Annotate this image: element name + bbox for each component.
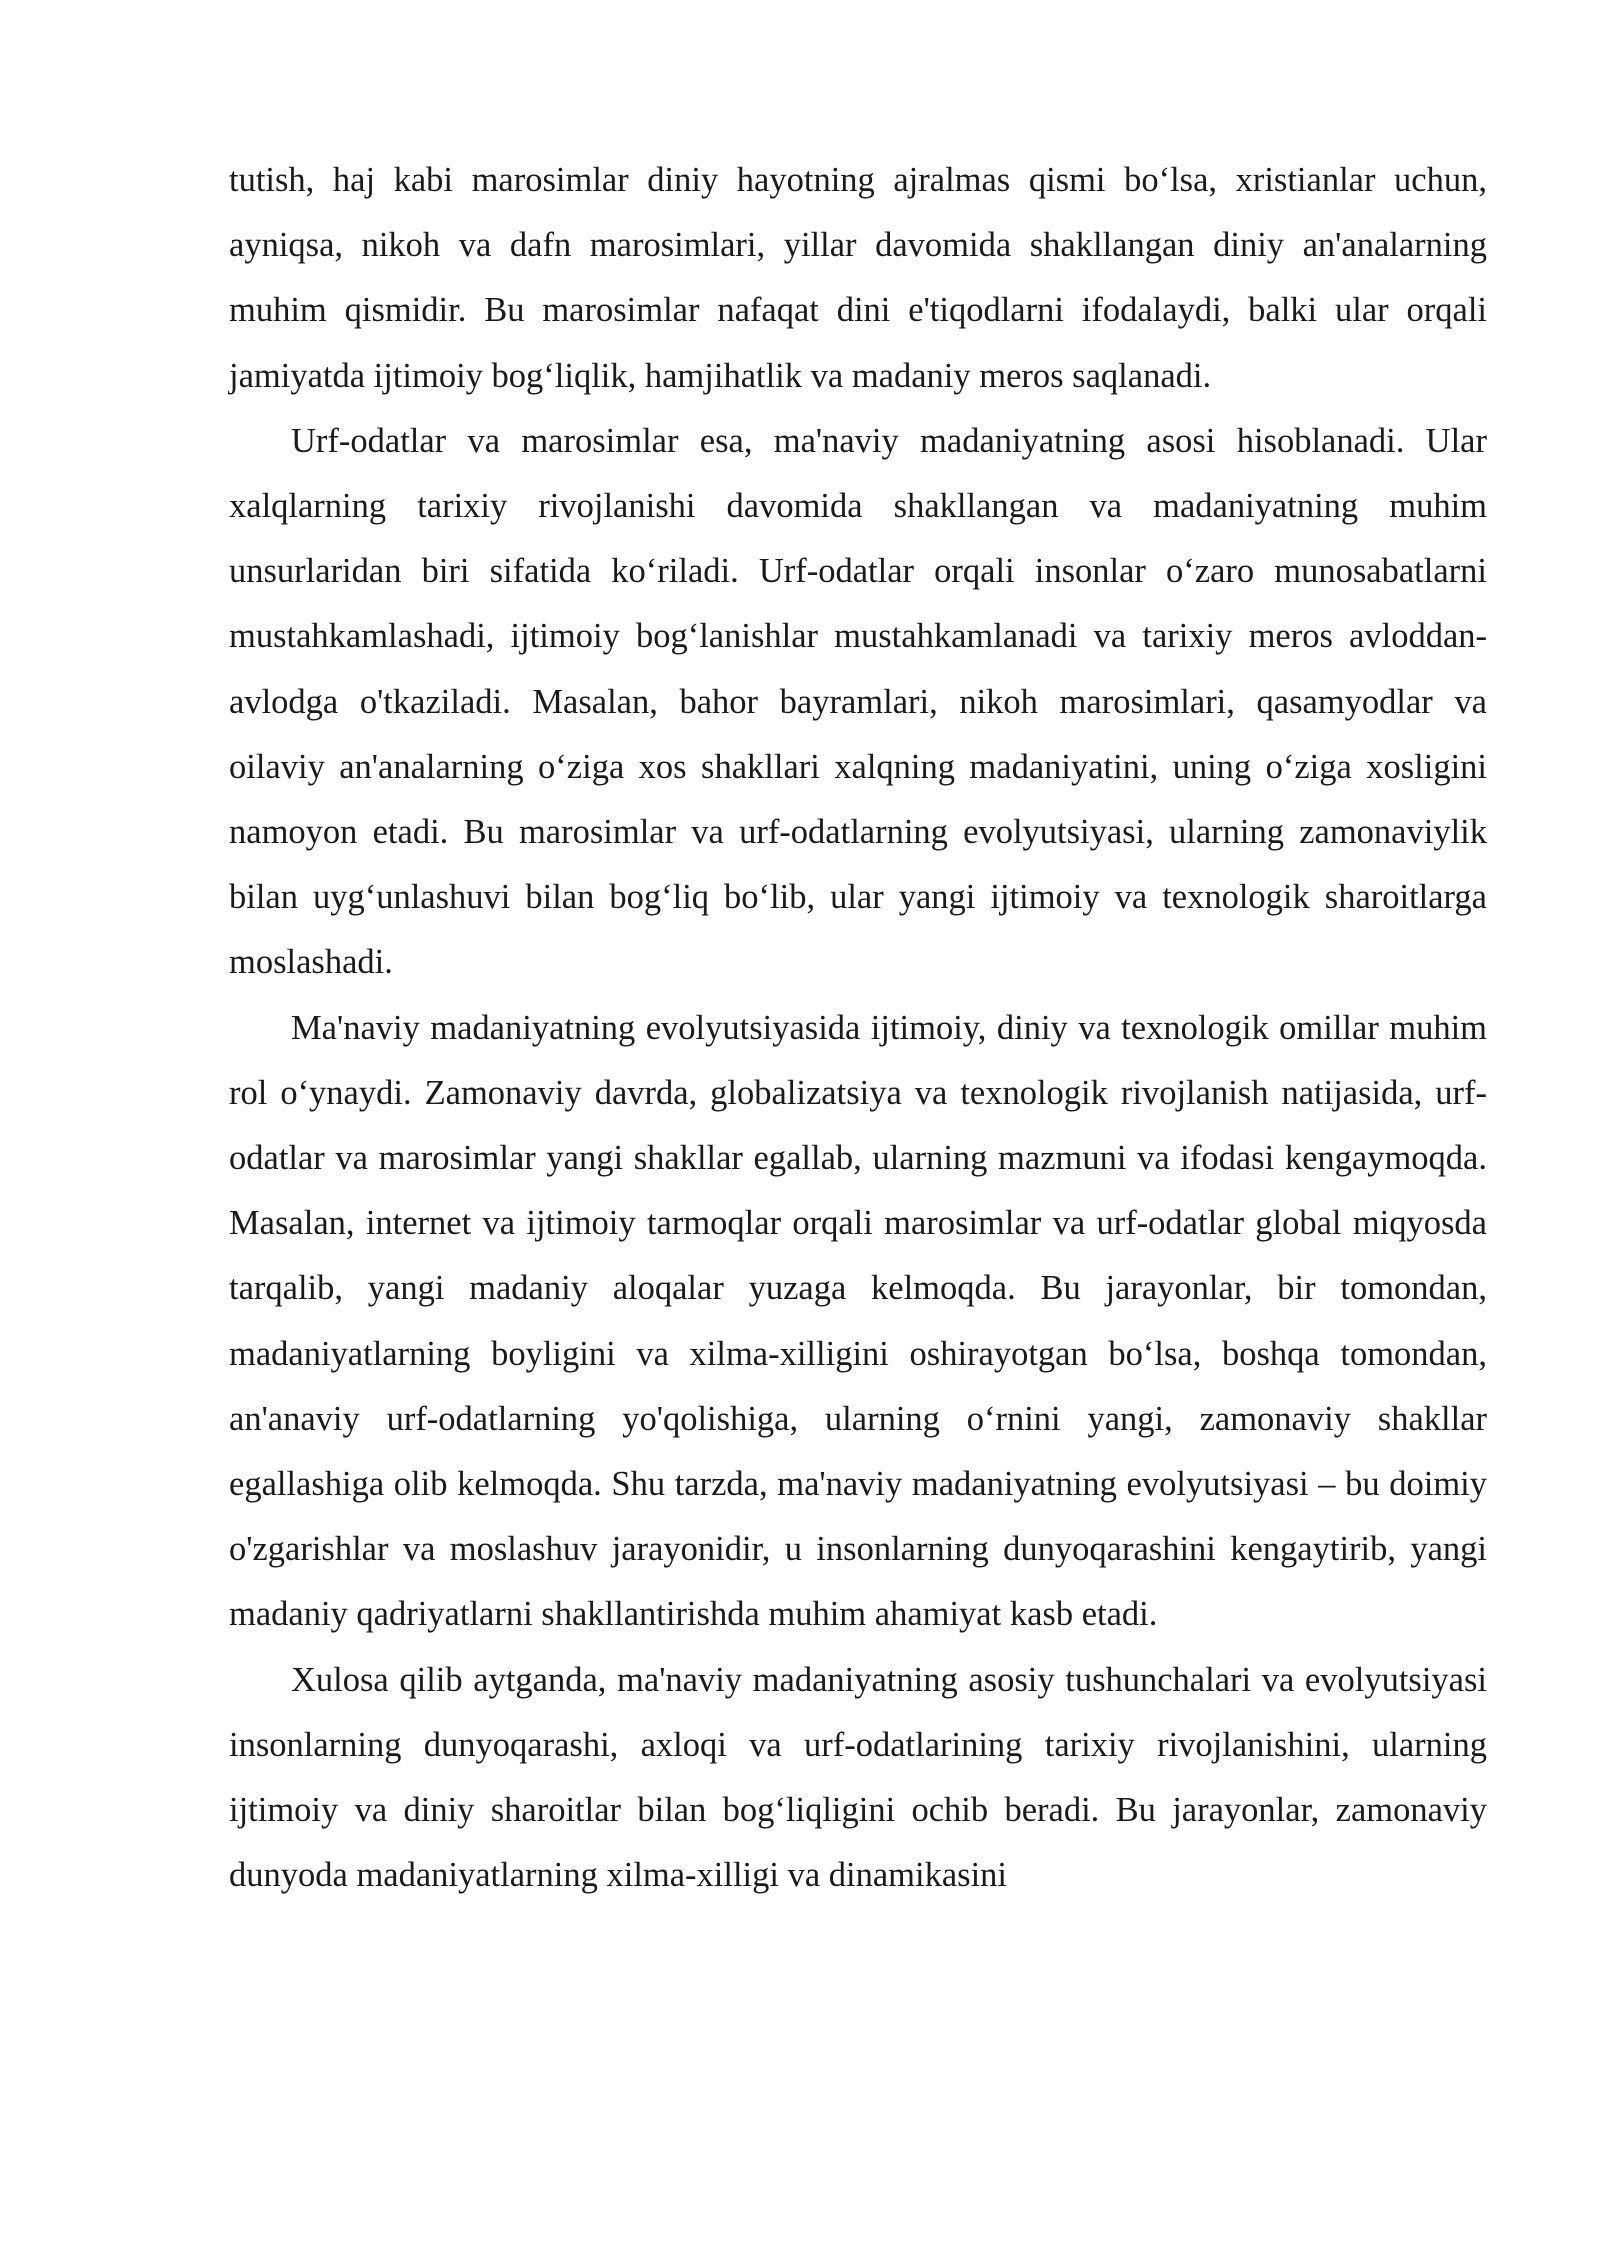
paragraph-conclusion: Xulosa qilib aytganda, ma'naviy madaniyatning asosiy tushunchalari va evolyutsiyasi insonlarning dunyoqarashi, axloqi va urf-odatlarining tarixiy rivojlanishini, ularning ijtimoiy va diniy sharoitlar bilan bog‘liqligini ochib beradi. Bu jarayonlar, zamonaviy dunyoda madaniyatlarning xilma-xilligi va dinamikasini	[229, 1660, 1487, 1895]
paragraph-customs-and-rituals: Urf-odatlar va marosimlar esa, ma'naviy madaniyatning asosi hisoblanadi. Ular xalqlarning tarixiy rivojlanishi davomida shakllangan va madaniyatning muhim unsurlaridan biri sifatida ko‘riladi. Urf-odatlar orqali insonlar o‘zaro munosabatlarni mustahkamlashadi, ijtimoiy bog‘lanishlar mustahkamlanadi va tarixiy meros avloddan-avlodga o'tkaziladi. Masalan, bahor bayramlari, nikoh marosimlari, qasamyodlar va oilaviy an'analarning o‘ziga xos shakllari xalqning madaniyatini, uning o‘ziga xosligini namoyon etadi. Bu marosimlar va urf-odatlarning evolyutsiyasi, ularning zamonaviylik bilan uyg‘unlashuvi bilan bog‘liq bo‘lib, ular yangi ijtimoiy va texnologik sharoitlarga moslashadi.	[229, 421, 1487, 982]
body-text	[229, 148, 1487, 1908]
paragraph-continuation: tutish, haj kabi marosimlar diniy hayotning ajralmas qismi bo‘lsa, xristianlar uchun, ayniqsa, nikoh va dafn marosimlari, yillar davomida shakllangan diniy an'analarning muhim qismidir. Bu marosimlar nafaqat dini e'tiqodlarni ifodalaydi, balki ular orqali jamiyatda ijtimoiy bog‘liqlik, hamjihatlik va madaniy meros saqlanadi.	[229, 161, 1487, 395]
paragraph-evolution-factors: Ma'naviy madaniyatning evolyutsiyasida ijtimoiy, diniy va texnologik omillar muhim rol o‘ynaydi. Zamonaviy davrda, globalizatsiya va texnologik rivojlanish natijasida, urf-odatlar va marosimlar yangi shakllar egallab, ularning mazmuni va ifodasi kengaymoqda. Masalan, internet va ijtimoiy tarmoqlar orqali marosimlar va urf-odatlar global miqyosda tarqalib, yangi madaniy aloqalar yuzaga kelmoqda. Bu jarayonlar, bir tomondan, madaniyatlarning boyligini va xilma-xilligini oshirayotgan bo‘lsa, boshqa tomondan, an'anaviy urf-odatlarning yo'qolishiga, ularning o‘rnini yangi, zamonaviy shakllar egallashiga olib kelmoqda. Shu tarzda, ma'naviy madaniyatning evolyutsiyasi – bu doimiy o'zgarishlar va moslashuv jarayonidir, u insonlarning dunyoqarashini kengaytirib, yangi madaniy qadriyatlarni shakllantirishda muhim ahamiyat kasb etadi.	[229, 1008, 1487, 1634]
